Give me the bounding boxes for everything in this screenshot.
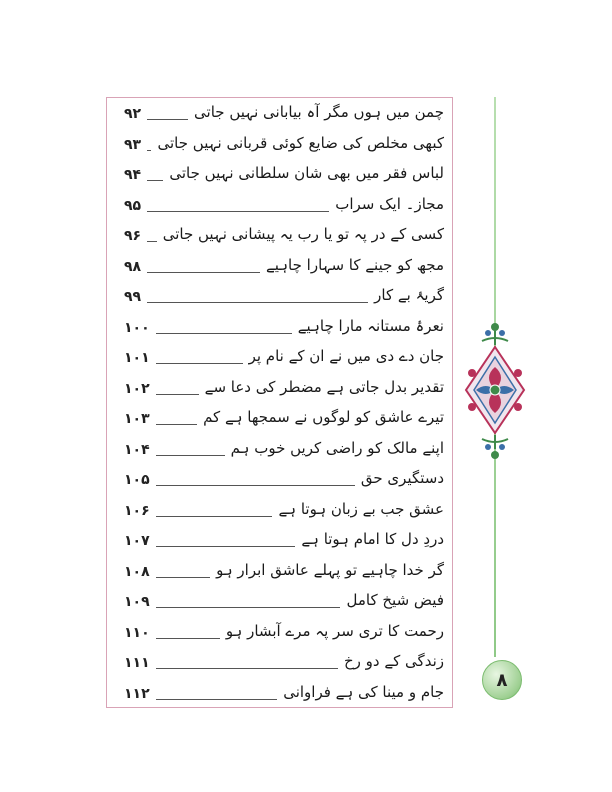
toc-entry[interactable]: [118, 222, 444, 253]
leader-line: [147, 302, 368, 303]
toc-page-number: ۹۸: [124, 258, 142, 275]
toc-page-number: ۱۰۴: [124, 441, 150, 458]
toc-page-number: ۱۰۵: [124, 472, 150, 488]
toc-entry-title: رحمت کا تری سر پہ مرے آبشار ہو: [225, 621, 444, 640]
toc-entry[interactable]: [118, 497, 444, 528]
leader-line: [156, 546, 295, 547]
leader-line: [147, 150, 151, 151]
toc-entry[interactable]: [118, 466, 444, 497]
toc-entry-title: کسی کے در پہ تو یا رب یہ پیشانی نہیں جاتی: [162, 225, 444, 243]
leader-line: [156, 394, 199, 395]
leader-line: [156, 424, 197, 425]
toc-page-number: ۱۰۳: [124, 411, 150, 427]
toc-entry[interactable]: [118, 405, 444, 436]
toc-entry-title: نعرۂ مستانہ مارا چاہیے: [297, 316, 444, 335]
toc-entry-title: کبھی مخلص کی ضایع کوئی قربانی نہیں جاتی: [157, 133, 444, 152]
toc-entry[interactable]: [118, 375, 444, 406]
toc-entry-title: تیرے عاشق کو لوگوں نے سمجھا ہے کم: [203, 408, 444, 426]
toc-page-number: ۹۲: [124, 106, 142, 122]
leader-line: [147, 211, 329, 212]
leader-line: [156, 363, 243, 364]
toc-page-number: ۱۰۱: [124, 350, 150, 366]
toc-entry[interactable]: [118, 283, 444, 314]
floral-medallion-icon: [462, 315, 528, 465]
table-of-contents: [118, 100, 444, 710]
leader-line: [156, 607, 340, 608]
page-number: ۸: [496, 669, 508, 691]
toc-page-number: ۱۰۲: [124, 380, 150, 397]
toc-entry[interactable]: [118, 436, 444, 467]
toc-entry-title: اپنے مالک کو راضی کریں خوب ہم: [230, 438, 444, 457]
toc-entry-title: گریۂ بے کار: [374, 286, 444, 304]
toc-entry-title: جام و مینا کی ہے فراوانی: [283, 682, 444, 701]
toc-entry-title: مجاز۔ ایک سراب: [335, 194, 444, 213]
toc-entry-title: دستگیری حق: [360, 469, 444, 487]
leader-line: [156, 333, 292, 334]
toc-entry-title: گر خدا چاہیے تو پہلے عاشق ابرار ہو: [216, 560, 444, 579]
leader-line: [147, 241, 157, 242]
ornament-bottom-sprig: [482, 435, 508, 459]
toc-entry-title: فیض شیخ کامل: [346, 591, 444, 609]
toc-page-number: ۹۶: [124, 228, 142, 244]
toc-entry-title: جان دے دی میں نے ان کے نام پر: [248, 347, 444, 365]
toc-page-number: ۹۴: [124, 167, 142, 183]
toc-page-number: ۹۳: [124, 136, 142, 153]
leader-line: [147, 272, 260, 273]
toc-entry[interactable]: [118, 680, 444, 711]
toc-entry-title: دردِ دل کا امام ہوتا ہے: [301, 530, 444, 548]
leader-line: [147, 180, 163, 181]
toc-page-number: ۱۰۹: [124, 594, 150, 610]
toc-entry[interactable]: [118, 344, 444, 375]
leader-line: [156, 485, 355, 486]
toc-entry-title: لباس فقر میں بھی شان سلطانی نہیں جاتی: [169, 164, 444, 182]
toc-entry[interactable]: [118, 619, 444, 650]
toc-entry[interactable]: [118, 100, 444, 131]
leader-line: [147, 119, 188, 120]
toc-entry-title: عشق جب بے زبان ہوتا ہے: [278, 499, 444, 518]
toc-entry[interactable]: [118, 131, 444, 162]
toc-page-number: ۱۱۱: [124, 655, 150, 671]
toc-entry[interactable]: [118, 649, 444, 680]
toc-page-number: ۱۰۶: [124, 502, 150, 519]
toc-page-number: ۱۰۸: [124, 563, 150, 580]
leader-line: [156, 699, 277, 700]
toc-page-number: ۱۰۰: [124, 319, 150, 336]
toc-entry-title: زندگی کے دو رخ: [343, 652, 444, 670]
toc-page-number: ۹۹: [124, 289, 142, 305]
toc-entry[interactable]: [118, 527, 444, 558]
toc-entry[interactable]: [118, 192, 444, 223]
toc-page-number: ۱۱۲: [124, 685, 150, 702]
toc-entry[interactable]: [118, 314, 444, 345]
ornament-medallion: [466, 347, 524, 433]
toc-entry[interactable]: [118, 161, 444, 192]
leader-line: [156, 516, 272, 517]
leader-line: [156, 638, 220, 639]
toc-entry-title: مجھ کو جینے کا سہارا چاہیے: [265, 255, 444, 274]
toc-entry[interactable]: [118, 253, 444, 284]
leader-line: [156, 577, 210, 578]
toc-entry-title: چمن میں ہوں مگر آہ بیابانی نہیں جاتی: [194, 103, 444, 121]
page-number-badge: [482, 660, 522, 700]
toc-page-number: ۱۰۷: [124, 533, 150, 549]
toc-page-number: ۹۵: [124, 197, 142, 214]
ornament-top-sprig: [482, 323, 508, 345]
toc-entry-title: تقدیر بدل جاتی ہے مضطر کی دعا سے: [204, 377, 444, 396]
leader-line: [156, 668, 338, 669]
toc-page-number: ۱۱۰: [124, 624, 150, 641]
toc-entry[interactable]: [118, 558, 444, 589]
toc-entry[interactable]: [118, 588, 444, 619]
leader-line: [156, 455, 225, 456]
